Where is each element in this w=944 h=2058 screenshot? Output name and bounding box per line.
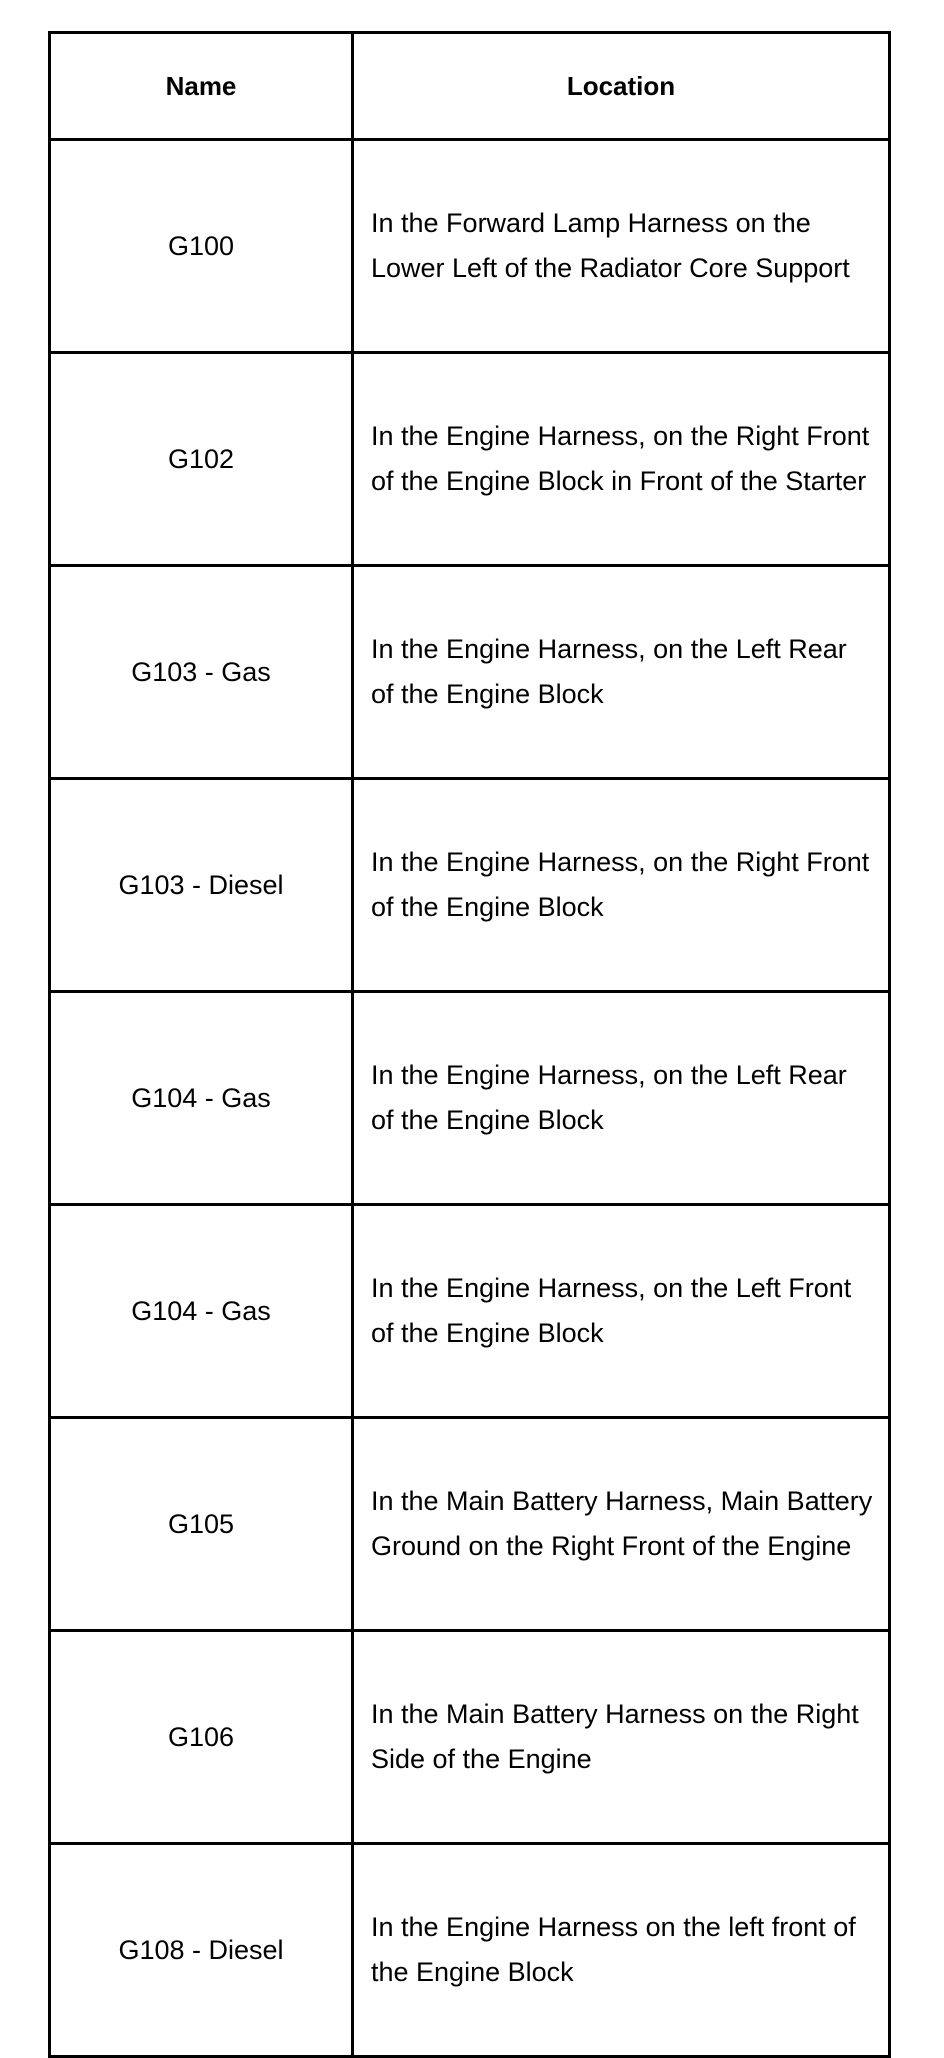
table-row [50, 566, 890, 779]
ground-location-cell: In the Engine Harness, on the Right Front of the Engine Block in Front of the Starter [353, 353, 890, 566]
ground-name-cell: G106 [50, 1631, 353, 1844]
table-row [50, 1631, 890, 1844]
ground-location-cell: In the Engine Harness on the left front of the Engine Block [353, 1844, 890, 2057]
table-row [50, 992, 890, 1205]
ground-location-table [48, 31, 891, 2058]
ground-location-table-container [48, 31, 888, 2058]
ground-name-cell: G104 - Gas [50, 1205, 353, 1418]
ground-name-cell: G105 [50, 1418, 353, 1631]
ground-name-cell: G108 - Diesel [50, 1844, 353, 2057]
ground-location-cell: In the Engine Harness, on the Left Rear of the Engine Block [353, 566, 890, 779]
ground-name-cell: G100 [50, 140, 353, 353]
table-row [50, 353, 890, 566]
header-name: Name [50, 33, 353, 140]
ground-name-cell: G103 - Gas [50, 566, 353, 779]
table-row [50, 779, 890, 992]
ground-location-cell: In the Engine Harness, on the Left Rear of the Engine Block [353, 992, 890, 1205]
table-row [50, 140, 890, 353]
ground-location-cell: In the Main Battery Harness on the Right Side of the Engine [353, 1631, 890, 1844]
header-location: Location [353, 33, 890, 140]
table-row [50, 1205, 890, 1418]
table-header-row [50, 33, 890, 140]
ground-location-cell: In the Main Battery Harness, Main Battery Ground on the Right Front of the Engine [353, 1418, 890, 1631]
ground-location-cell: In the Engine Harness, on the Left Front of the Engine Block [353, 1205, 890, 1418]
ground-location-cell: In the Engine Harness, on the Right Front of the Engine Block [353, 779, 890, 992]
ground-name-cell: G103 - Diesel [50, 779, 353, 992]
ground-name-cell: G104 - Gas [50, 992, 353, 1205]
table-row [50, 1844, 890, 2057]
ground-name-cell: G102 [50, 353, 353, 566]
ground-location-cell: In the Forward Lamp Harness on the Lower Left of the Radiator Core Support [353, 140, 890, 353]
table-row [50, 1418, 890, 1631]
